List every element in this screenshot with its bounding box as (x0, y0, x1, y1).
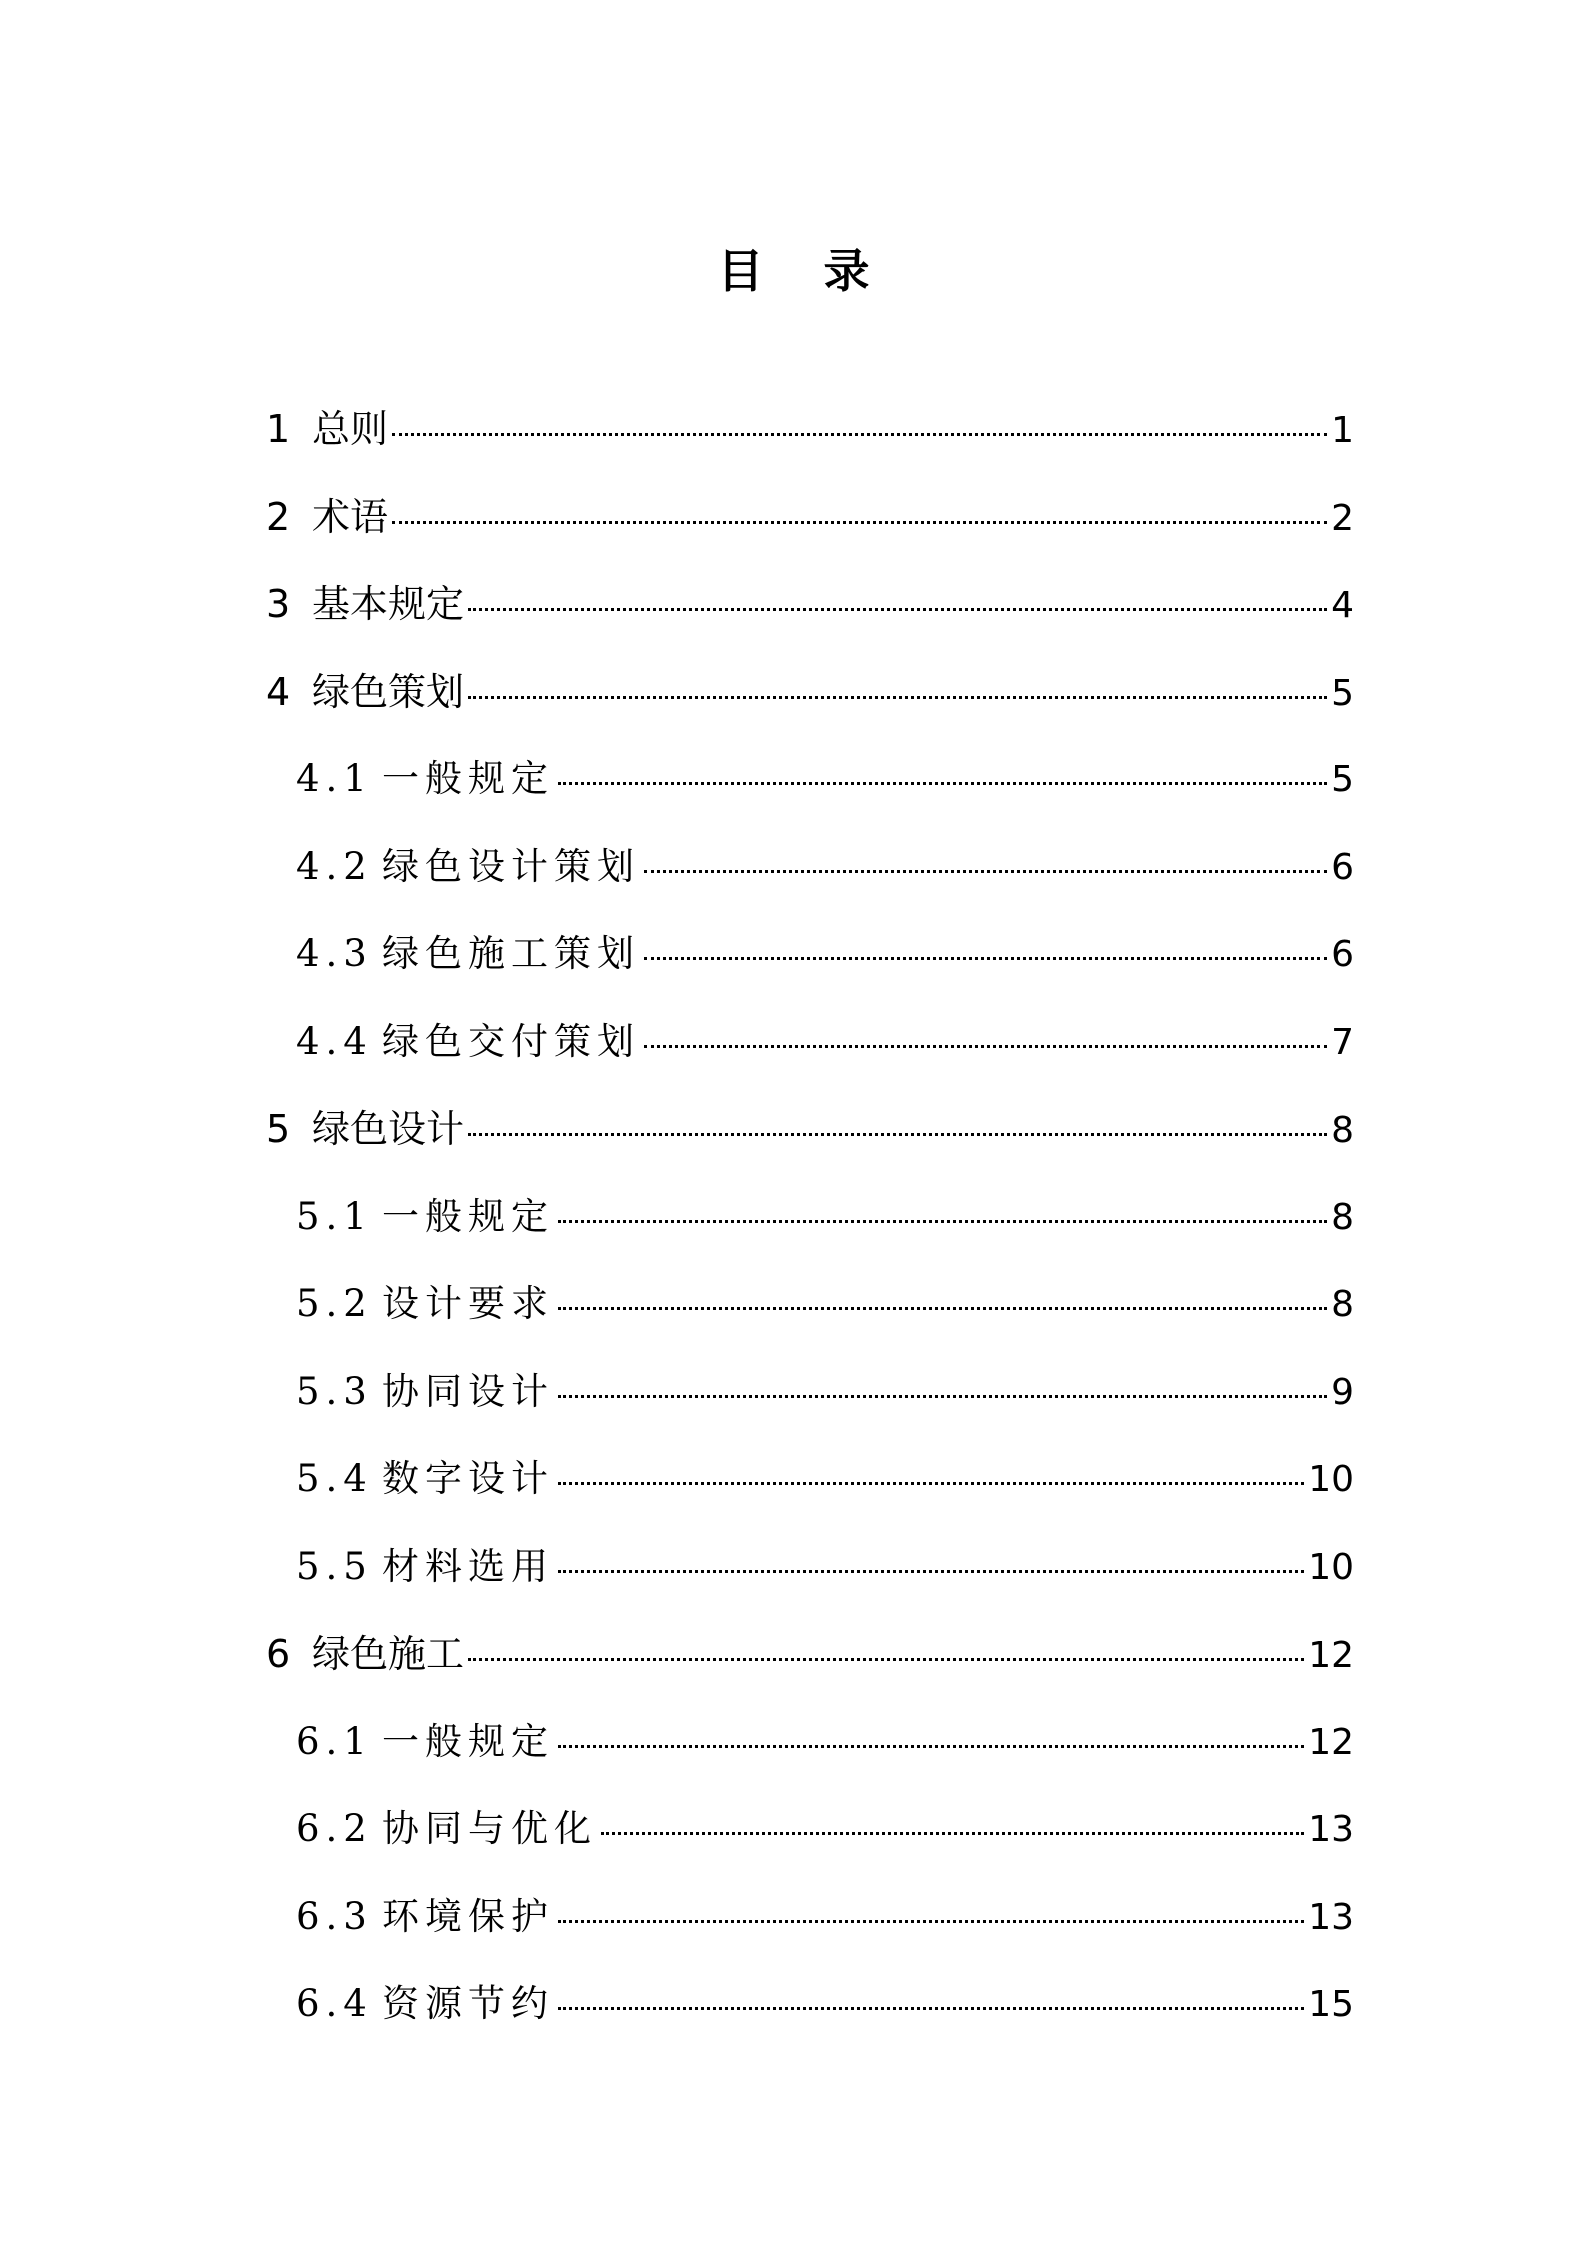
entry-number: 6.1 (296, 1719, 373, 1763)
entry-label: 绿色交付策划 (382, 1019, 640, 1063)
entry-label: 绿色设计 (312, 1107, 465, 1151)
toc-entry[interactable] (266, 748, 1354, 836)
entry-label: 设计要求 (382, 1282, 554, 1325)
entry-page-number: 15 (1308, 1984, 1354, 2025)
entry-number: 5 (266, 1107, 291, 1151)
entry-label: 基本规定 (312, 582, 465, 626)
entry-number: 6.2 (296, 1807, 373, 1850)
entry-number: 5.3 (296, 1369, 373, 1413)
dot-leader (468, 696, 1327, 699)
dot-leader (558, 1570, 1304, 1573)
toc-entry[interactable] (266, 661, 1354, 749)
entry-number: 6.3 (296, 1894, 373, 1938)
entry-number: 1 (266, 407, 291, 451)
toc-entry[interactable] (266, 1886, 1354, 1974)
entry-number: 4.4 (296, 1019, 373, 1063)
dot-leader (468, 608, 1327, 611)
entry-label: 数字设计 (382, 1457, 554, 1500)
toc-entry[interactable] (266, 398, 1354, 486)
entry-number: 5.5 (296, 1544, 373, 1588)
toc-entry[interactable] (266, 1623, 1354, 1711)
entry-number: 4.3 (296, 932, 373, 975)
dot-leader (558, 1745, 1304, 1748)
dot-leader (558, 782, 1327, 785)
dot-leader (392, 521, 1327, 524)
entry-number: 3 (266, 582, 291, 626)
entry-page-number: 8 (1331, 1196, 1354, 1238)
entry-label: 环境保护 (382, 1894, 554, 1938)
toc-entry[interactable] (266, 1098, 1354, 1186)
dot-leader (601, 1832, 1304, 1835)
dot-leader (558, 1920, 1304, 1923)
entry-number: 5.1 (296, 1194, 373, 1238)
toc-title: 目 录 (717, 244, 892, 298)
entry-page-number: 12 (1308, 1721, 1354, 1763)
toc-entry[interactable] (266, 486, 1354, 574)
toc-list (266, 398, 1354, 2061)
entry-page-number: 7 (1331, 1021, 1354, 1063)
entry-page-number: 2 (1331, 497, 1354, 539)
entry-page-number: 1 (1331, 410, 1354, 451)
entry-page-number: 13 (1308, 1896, 1354, 1938)
toc-entry[interactable] (266, 1973, 1354, 2061)
dot-leader (558, 1220, 1327, 1223)
toc-entry[interactable] (266, 923, 1354, 1011)
entry-page-number: 10 (1308, 1546, 1354, 1588)
entry-label: 一般规定 (382, 757, 554, 800)
entry-label: 术语 (312, 494, 389, 539)
toc-entry[interactable] (266, 1798, 1354, 1886)
toc-entry[interactable] (266, 1448, 1354, 1536)
entry-label: 绿色施工 (312, 1632, 465, 1676)
toc-entry[interactable] (266, 1273, 1354, 1361)
entry-number: 4 (266, 669, 291, 714)
entry-label: 材料选用 (382, 1544, 554, 1588)
entry-page-number: 10 (1308, 1459, 1354, 1500)
toc-entry[interactable] (266, 573, 1354, 661)
dot-leader (558, 2007, 1304, 2010)
dot-leader (558, 1395, 1327, 1398)
entry-number: 5.4 (296, 1457, 373, 1500)
dot-leader (468, 1133, 1327, 1136)
entry-number: 6.4 (296, 1982, 373, 2025)
dot-leader (644, 957, 1327, 960)
entry-number: 6 (266, 1632, 291, 1676)
entry-label: 一般规定 (382, 1719, 554, 1763)
entry-number: 4.2 (296, 844, 373, 888)
entry-page-number: 4 (1331, 585, 1354, 626)
dot-leader (392, 433, 1327, 436)
entry-page-number: 12 (1308, 1635, 1354, 1676)
dot-leader (644, 1045, 1327, 1048)
entry-label: 协同设计 (382, 1369, 554, 1413)
dot-leader (644, 870, 1327, 873)
dot-leader (558, 1307, 1327, 1310)
entry-number: 2 (266, 494, 291, 539)
entry-label: 绿色施工策划 (382, 932, 640, 975)
entry-page-number: 8 (1331, 1110, 1354, 1151)
entry-page-number: 6 (1331, 934, 1354, 975)
entry-page-number: 5 (1331, 672, 1354, 714)
toc-entry[interactable] (266, 1711, 1354, 1799)
entry-page-number: 6 (1331, 846, 1354, 888)
toc-entry[interactable] (266, 836, 1354, 924)
entry-page-number: 8 (1331, 1284, 1354, 1325)
entry-page-number: 5 (1331, 759, 1354, 800)
toc-entry[interactable] (266, 1011, 1354, 1099)
entry-label: 一般规定 (382, 1194, 554, 1238)
entry-page-number: 13 (1308, 1809, 1354, 1850)
entry-label: 资源节约 (382, 1982, 554, 2025)
dot-leader (468, 1658, 1304, 1661)
toc-entry[interactable] (266, 1186, 1354, 1274)
toc-entry[interactable] (266, 1361, 1354, 1449)
dot-leader (558, 1482, 1304, 1485)
entry-label: 绿色策划 (312, 669, 465, 714)
entry-page-number: 9 (1331, 1371, 1354, 1413)
toc-entry[interactable] (266, 1536, 1354, 1624)
entry-label: 总则 (312, 407, 389, 451)
entry-number: 4.1 (296, 757, 373, 800)
entry-label: 绿色设计策划 (382, 844, 640, 888)
entry-label: 协同与优化 (382, 1807, 597, 1850)
entry-number: 5.2 (296, 1282, 373, 1325)
